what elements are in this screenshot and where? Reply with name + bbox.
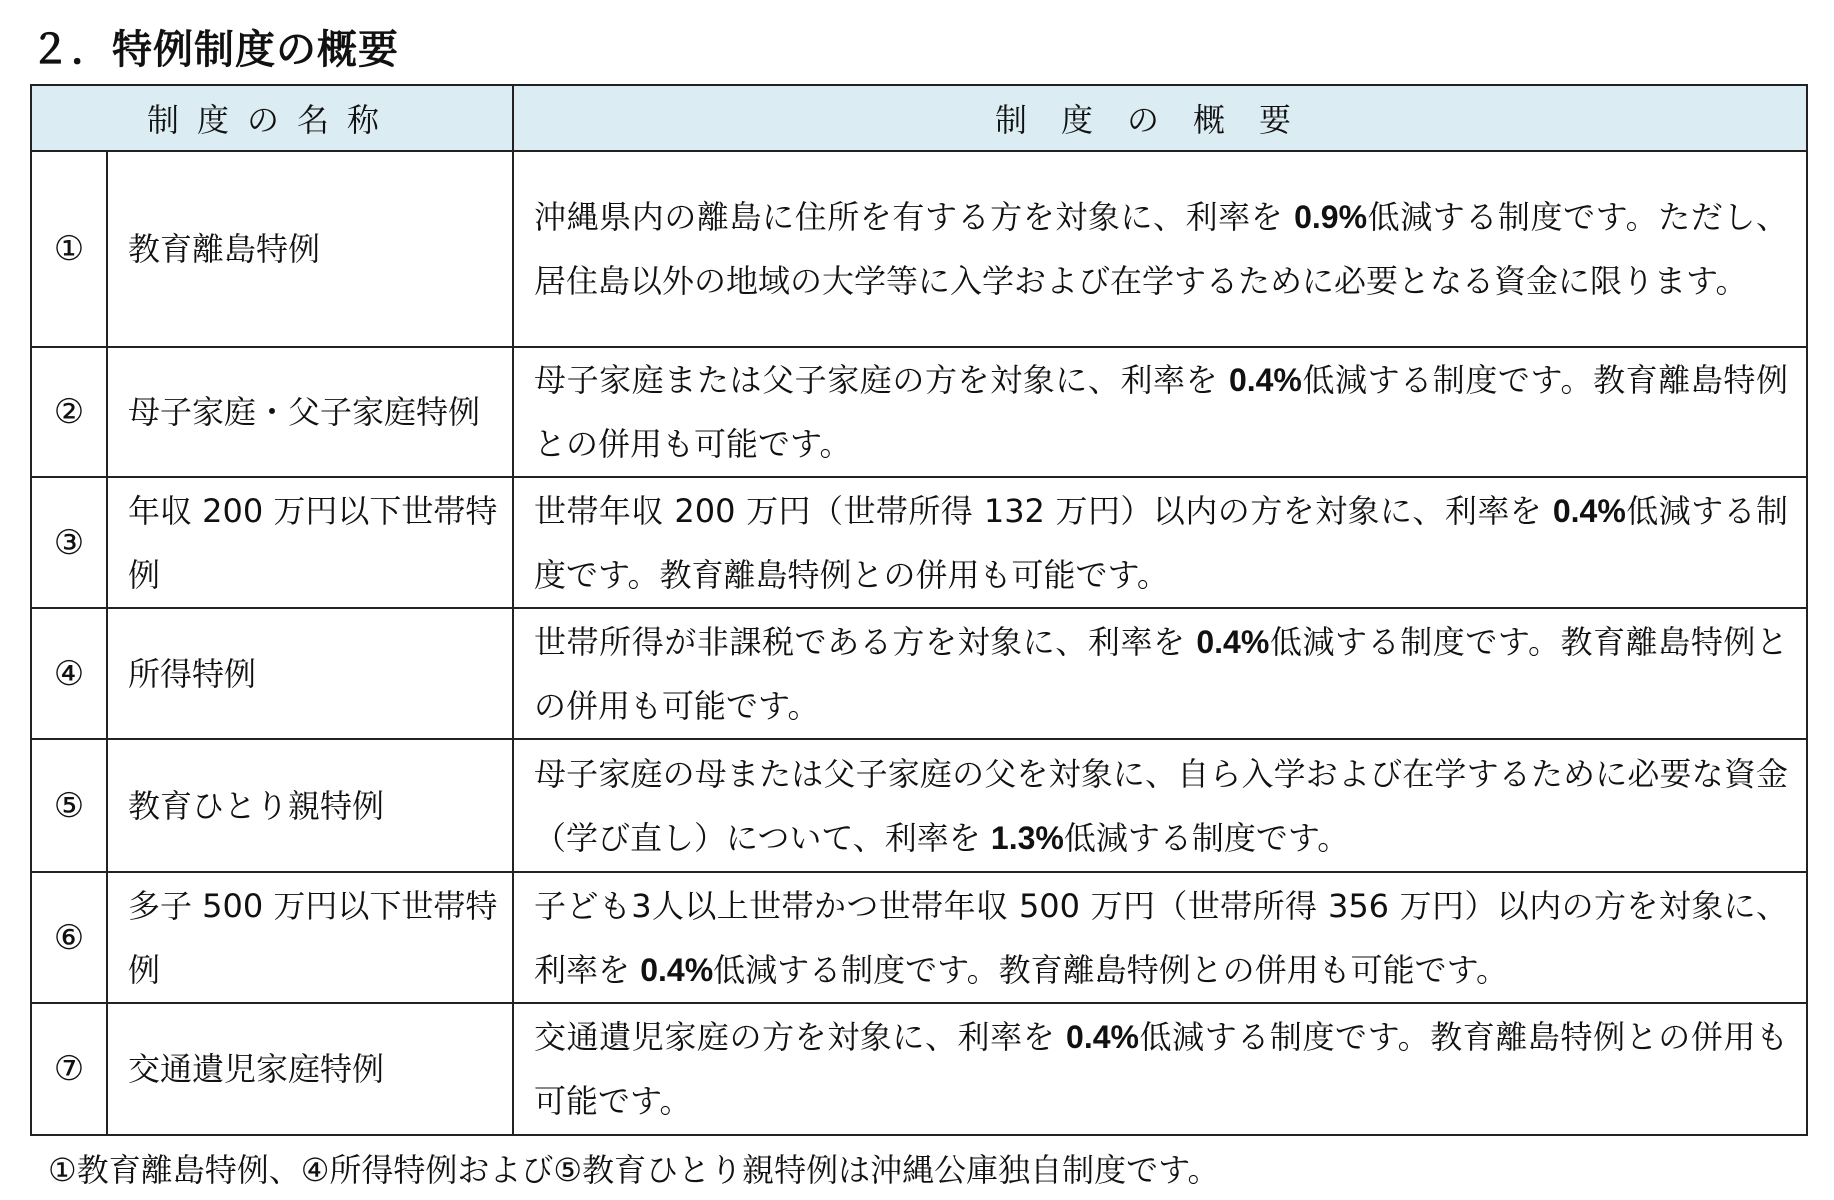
row-number: ⑤ [31, 739, 107, 872]
table-row [31, 739, 1807, 872]
system-name: 年収 200 万円以下世帯特例 [107, 477, 513, 608]
description-text: 沖縄県内の離島に住所を有する方を対象に、利率を [534, 198, 1295, 236]
rate-value: 0.4% [640, 951, 714, 988]
table-row [31, 477, 1807, 608]
header-system-description: 制度の概要 [513, 85, 1807, 151]
description-text: 低減する制度です。教育離島特例との併用も可能です。 [713, 950, 1509, 989]
system-name: 多子 500 万円以下世帯特例 [107, 872, 513, 1003]
rate-value: 1.3% [990, 819, 1064, 856]
description-text: 世帯所得が非課税である方を対象に、利率を [534, 622, 1197, 661]
description-text: 低減する制度です。教育離島特例との併用も可能です。 [534, 1018, 1788, 1120]
system-name: 母子家庭・父子家庭特例 [107, 347, 513, 477]
system-description [513, 347, 1807, 477]
rate-value: 0.4% [1066, 1019, 1139, 1055]
description-text: 低減する制度です。 [1063, 818, 1350, 857]
system-name: 教育離島特例 [107, 151, 513, 347]
description-text: 母子家庭の母または父子家庭の父を対象に、自ら入学および在学するために必要な資金（学び直し）について、利率を [534, 754, 1789, 857]
system-name: 教育ひとり親特例 [107, 739, 513, 872]
system-description [513, 872, 1807, 1003]
table-row [31, 1003, 1807, 1135]
description-text: 母子家庭または父子家庭の方を対象に、利率を [534, 361, 1229, 399]
description-text: 子ども3人以上世帯かつ世帯年収 500 万円（世帯所得 356 万円）以内の方を対象に、利率を [534, 886, 1789, 989]
row-number: ② [31, 347, 107, 477]
rate-value: 0.4% [1228, 362, 1302, 398]
section-title: ２．特例制度の概要 [30, 27, 399, 73]
description-text: 低減する制度です。ただし、居住島以外の地域の大学等に入学および在学するために必要となる資金に限ります。 [534, 198, 1788, 300]
row-number: ① [31, 151, 107, 347]
system-description [513, 608, 1807, 739]
description-text: 低減する制度です。教育離島特例との併用も可能です。 [534, 491, 1788, 594]
system-name: 所得特例 [107, 608, 513, 739]
footnote: ①教育離島特例、④所得特例および⑤教育ひとり親特例は沖縄公庫独自制度です。 [48, 1151, 1220, 1189]
row-number: ⑥ [31, 872, 107, 1003]
header-system-name: 制度の名称 [31, 85, 513, 151]
rate-value: 0.4% [1196, 623, 1270, 660]
rate-value: 0.4% [1552, 492, 1626, 529]
system-description [513, 151, 1807, 347]
row-number: ⑦ [31, 1003, 107, 1135]
description-text: 交通遺児家庭の方を対象に、利率を [534, 1018, 1067, 1056]
table-row [31, 347, 1807, 477]
description-text: 世帯年収 200 万円（世帯所得 132 万円）以内の方を対象に、利率を [534, 491, 1553, 530]
row-number: ③ [31, 477, 107, 608]
row-number: ④ [31, 608, 107, 739]
rate-value: 0.9% [1294, 199, 1368, 235]
table-row [31, 872, 1807, 1003]
system-name: 交通遺児家庭特例 [107, 1003, 513, 1135]
system-description [513, 1003, 1807, 1135]
table-header-row [31, 85, 1807, 151]
system-description [513, 739, 1807, 872]
table-row [31, 608, 1807, 739]
description-text: 低減する制度です。教育離島特例との併用も可能です。 [534, 622, 1789, 725]
table-row [31, 151, 1807, 347]
description-text: 低減する制度です。教育離島特例との併用も可能です。 [534, 361, 1789, 463]
special-systems-table [30, 84, 1808, 1136]
system-description [513, 477, 1807, 608]
